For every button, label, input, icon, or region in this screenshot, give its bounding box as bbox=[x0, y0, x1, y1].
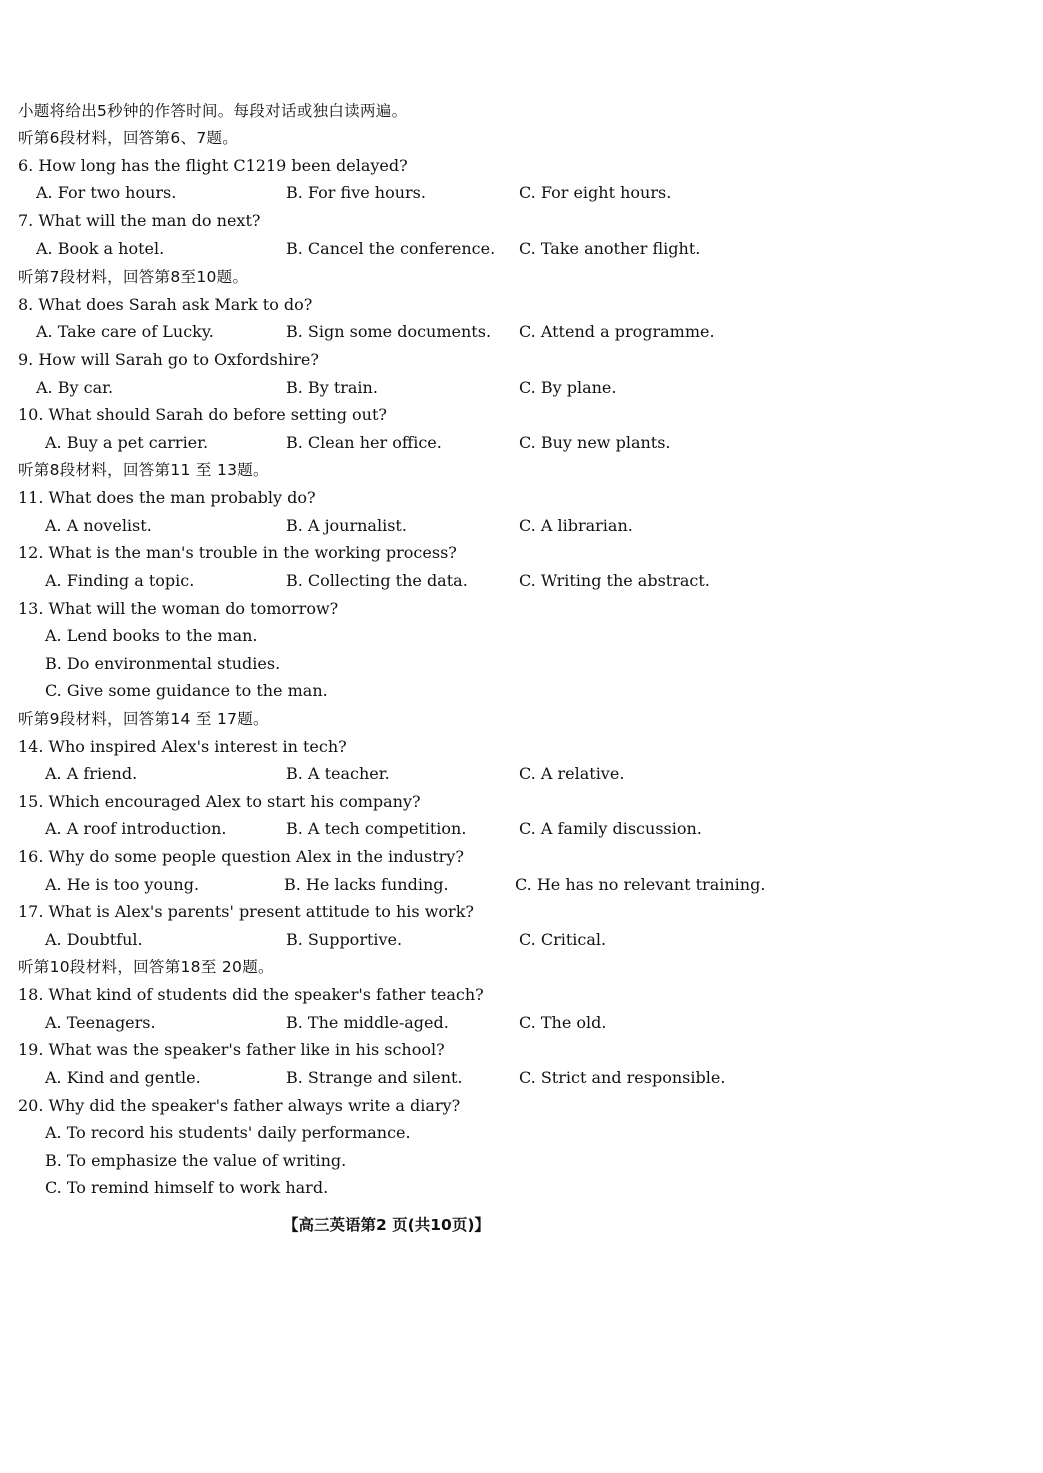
option-b: B. A journalist. bbox=[286, 516, 407, 535]
instruction-text: 小题将给出5秒钟的作答时间。每段对话或独白读两遍。 bbox=[18, 102, 408, 120]
section-header: 听第10段材料，回答第18至 20题。 bbox=[18, 958, 274, 976]
option-b: B. He lacks funding. bbox=[284, 875, 449, 894]
option-a: A. A roof introduction. bbox=[45, 819, 227, 838]
option-a: A. Teenagers. bbox=[45, 1013, 156, 1032]
option-c: C. To remind himself to work hard. bbox=[45, 1178, 329, 1197]
option-b: B. Strange and silent. bbox=[286, 1068, 463, 1087]
option-c: C. Strict and responsible. bbox=[519, 1068, 726, 1087]
option-a: A. Buy a pet carrier. bbox=[45, 433, 209, 452]
option-c: C. For eight hours. bbox=[519, 183, 672, 202]
option-a: A. A novelist. bbox=[45, 516, 152, 535]
option-a: A. He is too young. bbox=[45, 875, 200, 894]
option-a: A. Kind and gentle. bbox=[45, 1068, 201, 1087]
option-b: B. Collecting the data. bbox=[286, 571, 468, 590]
question-stem: 16. Why do some people question Alex in the industry? bbox=[18, 847, 464, 866]
question-stem: 12. What is the man's trouble in the working process? bbox=[18, 543, 457, 562]
option-b: B. Cancel the conference. bbox=[286, 239, 496, 258]
page-footer: 【高三英语第2 页(共10页)】 bbox=[283, 1216, 490, 1234]
question-stem: 15. Which encouraged Alex to start his company? bbox=[18, 792, 421, 811]
option-b: B. Do environmental studies. bbox=[45, 654, 281, 673]
option-c: C. The old. bbox=[519, 1013, 607, 1032]
section-header: 听第7段材料，回答第8至10题。 bbox=[18, 268, 249, 286]
option-b: B. Sign some documents. bbox=[286, 322, 492, 341]
option-c: C. Attend a programme. bbox=[519, 322, 715, 341]
question-stem: 6. How long has the flight C1219 been delayed? bbox=[18, 156, 408, 175]
question-stem: 19. What was the speaker's father like in his school? bbox=[18, 1040, 445, 1059]
question-stem: 11. What does the man probably do? bbox=[18, 488, 316, 507]
option-c: C. Writing the abstract. bbox=[519, 571, 710, 590]
section-header: 听第6段材料，回答第6、7题。 bbox=[18, 129, 239, 147]
question-stem: 8. What does Sarah ask Mark to do? bbox=[18, 295, 313, 314]
option-b: B. A teacher. bbox=[286, 764, 390, 783]
option-b: B. Clean her office. bbox=[286, 433, 442, 452]
option-c: C. A librarian. bbox=[519, 516, 633, 535]
option-b: B. By train. bbox=[286, 378, 378, 397]
option-b: B. A tech competition. bbox=[286, 819, 467, 838]
option-b: B. Supportive. bbox=[286, 930, 403, 949]
option-a: A. By car. bbox=[36, 378, 114, 397]
option-c: C. Take another flight. bbox=[519, 239, 701, 258]
option-a: A. Lend books to the man. bbox=[45, 626, 258, 645]
option-c: C. A relative. bbox=[519, 764, 625, 783]
option-a: A. Doubtful. bbox=[45, 930, 143, 949]
section-header: 听第8段材料，回答第11 至 13题。 bbox=[18, 461, 269, 479]
question-stem: 18. What kind of students did the speaker's father teach? bbox=[18, 985, 484, 1004]
option-a: A. Take care of Lucky. bbox=[36, 322, 214, 341]
option-a: A. A friend. bbox=[45, 764, 138, 783]
option-c: C. Give some guidance to the man. bbox=[45, 681, 328, 700]
question-stem: 14. Who inspired Alex's interest in tech? bbox=[18, 737, 347, 756]
option-b: B. For five hours. bbox=[286, 183, 426, 202]
section-header: 听第9段材料，回答第14 至 17题。 bbox=[18, 710, 269, 728]
option-a: A. For two hours. bbox=[36, 183, 177, 202]
option-c: C. He has no relevant training. bbox=[515, 875, 766, 894]
question-stem: 13. What will the woman do tomorrow? bbox=[18, 599, 339, 618]
question-stem: 10. What should Sarah do before setting out? bbox=[18, 405, 387, 424]
question-stem: 17. What is Alex's parents' present attitude to his work? bbox=[18, 902, 474, 921]
question-stem: 20. Why did the speaker's father always write a diary? bbox=[18, 1096, 461, 1115]
option-c: C. Buy new plants. bbox=[519, 433, 671, 452]
option-b: B. To emphasize the value of writing. bbox=[45, 1151, 347, 1170]
option-c: C. Critical. bbox=[519, 930, 607, 949]
option-a: A. To record his students' daily performance. bbox=[45, 1123, 411, 1142]
option-c: C. By plane. bbox=[519, 378, 617, 397]
option-c: C. A family discussion. bbox=[519, 819, 702, 838]
option-a: A. Book a hotel. bbox=[36, 239, 165, 258]
question-stem: 7. What will the man do next? bbox=[18, 211, 261, 230]
question-stem: 9. How will Sarah go to Oxfordshire? bbox=[18, 350, 319, 369]
option-b: B. The middle-aged. bbox=[286, 1013, 449, 1032]
option-a: A. Finding a topic. bbox=[45, 571, 195, 590]
